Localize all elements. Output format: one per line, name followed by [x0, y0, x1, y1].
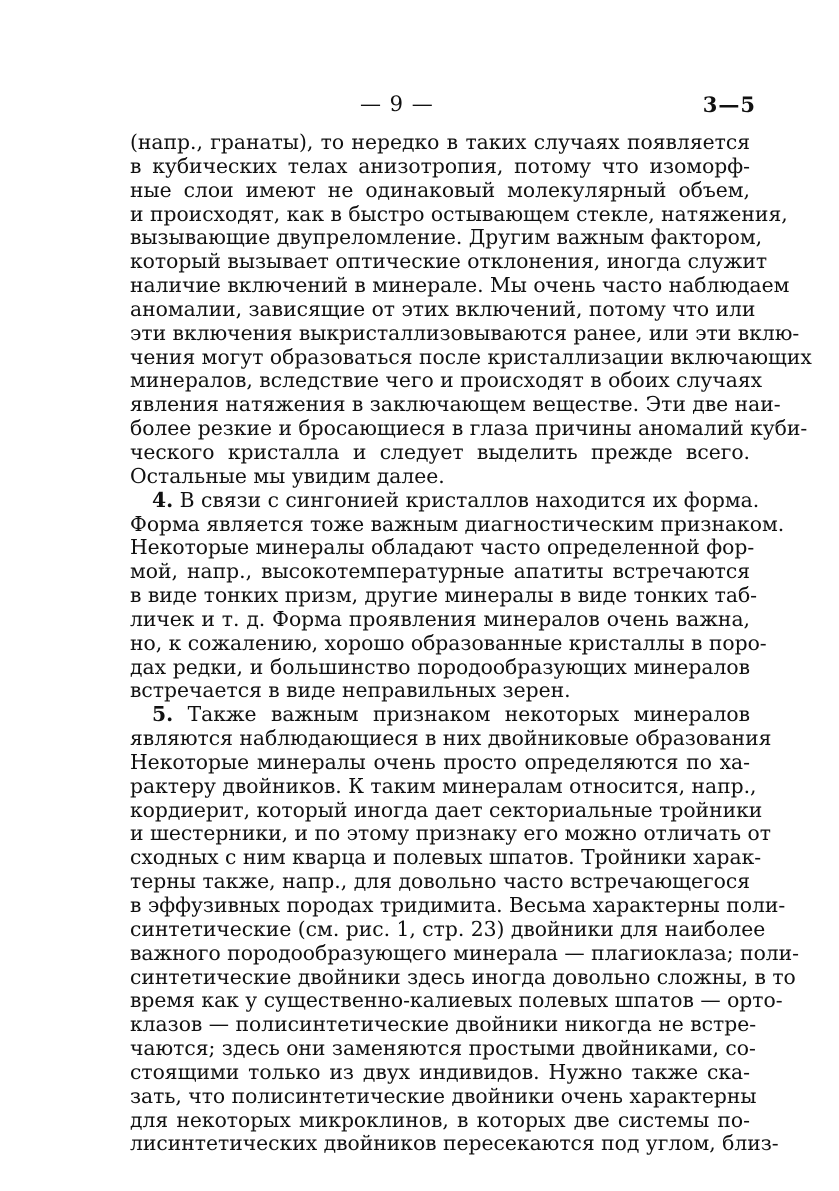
- text-line: рактеру двойников. К таким минералам относится, напр.,: [130, 773, 757, 798]
- text-line: стоящими только из двух индивидов. Нужно также ска-: [130, 1059, 750, 1084]
- text-line: зать, что полисинтетические двойники очень характерны: [130, 1083, 757, 1108]
- text-line: ные слои имеют не одинаковый молекулярный объем,: [130, 177, 750, 202]
- text-line: кордиерит, который иногда дает секториальные тройники: [130, 797, 763, 822]
- text-line: сходных с ним кварца и полевых шпатов. Тройники харак-: [130, 845, 762, 870]
- text-line: [130, 487, 760, 513]
- text-line: лисинтетических двойников пересекаются под углом, близ-: [130, 1131, 779, 1156]
- page-header: [0, 92, 839, 122]
- text-line: ческого кристалла и следует выделить прежде всего.: [130, 439, 750, 464]
- text-line: время как у существенно-калиевых полевых шпатов — орто-: [130, 988, 783, 1013]
- text-line: вызывающие двупреломление. Другим важным фактором,: [130, 225, 763, 250]
- item-number: 4.: [152, 487, 174, 512]
- text-line: мой, напр., высокотемпературные апатиты встречаются: [130, 559, 750, 584]
- text-line: эти включения выкристаллизовываются ранее, или эти вклю-: [130, 320, 800, 345]
- text-line: важного породообразующего минерала — плагиоклаза; поли-: [130, 940, 800, 965]
- text-line: Некоторые минералы обладают часто определенной фор-: [130, 535, 755, 560]
- text-line: являются наблюдающиеся в них двойниковые образования: [130, 726, 772, 751]
- text-line: синтетические (см. рис. 1, стр. 23) двойники для наиболее: [130, 916, 766, 941]
- text-line: аномалии, зависящие от этих включений, потому что или: [130, 296, 756, 321]
- paragraph-4: [130, 487, 785, 704]
- text-line: чаются; здесь они заменяются простыми двойниками, со-: [130, 1036, 756, 1061]
- text-line: и шестерники, и по этому признаку его можно отличать от: [130, 821, 771, 846]
- text-line: наличие включений в минерале. Мы очень часто наблюдаем: [130, 273, 790, 298]
- text-line: [130, 703, 750, 727]
- text-line: который вызывает оптические отклонения, иногда служит: [130, 249, 768, 274]
- text-line-content: Также важным признаком некоторых минералов: [187, 702, 750, 727]
- text-line: терны также, напр., для довольно часто встречающегося: [130, 869, 750, 894]
- text-line: Некоторые минералы очень просто определяются по ха-: [130, 749, 750, 774]
- text-line: в виде тонких призм, другие минералы в виде тонких таб-: [130, 583, 758, 608]
- text-line: минералов, вследствие чего и происходят в обоих случаях: [130, 368, 763, 393]
- page-number: — 9 —: [360, 92, 434, 116]
- printer-signature: 3—5: [702, 92, 756, 117]
- text-line: в эффузивных породах тридимита. Весьма характерны поли-: [130, 893, 786, 917]
- text-line: и происходят, как в быстро остывающем стекле, натяжения,: [130, 201, 788, 226]
- item-number: 5.: [152, 702, 174, 727]
- paragraph-5: [130, 702, 800, 1156]
- text-line: встречается в виде неправильных зерен.: [130, 678, 571, 703]
- text-line: синтетические двойники здесь иногда довольно сложны, в то: [130, 964, 796, 989]
- text-line: дах редки, и большинство породообразующих минералов: [130, 654, 750, 679]
- text-line: чения могут образоваться после кристаллизации включающих: [130, 344, 812, 369]
- text-line: в кубических телах анизотропия, потому что изоморф-: [130, 153, 750, 178]
- text-line: но, к сожалению, хорошо образованные кристаллы в поро-: [130, 630, 767, 655]
- text-line: явления натяжения в заключающем веществе. Эти две наи-: [130, 392, 781, 417]
- text-line: Форма является тоже важным диагностическим признаком.: [130, 511, 785, 536]
- text-line: более резкие и бросающиеся в глаза причины аномалий куби-: [130, 416, 808, 441]
- text-line: клазов — полисинтетические двойники никогда не встре-: [130, 1012, 757, 1037]
- body-text: [130, 130, 812, 1156]
- text-line: (напр., гранаты), то нередко в таких случаях появляется: [130, 130, 750, 154]
- text-line: личек и т. д. Форма проявления минералов очень важна,: [130, 606, 750, 631]
- paragraph-continuation: [130, 130, 812, 489]
- text-line-content: В связи с сингонией кристаллов находится их форма.: [179, 487, 760, 512]
- text-line: Остальные мы увидим далее.: [130, 463, 445, 488]
- text-line: для некоторых микроклинов, в которых две системы по-: [130, 1107, 750, 1132]
